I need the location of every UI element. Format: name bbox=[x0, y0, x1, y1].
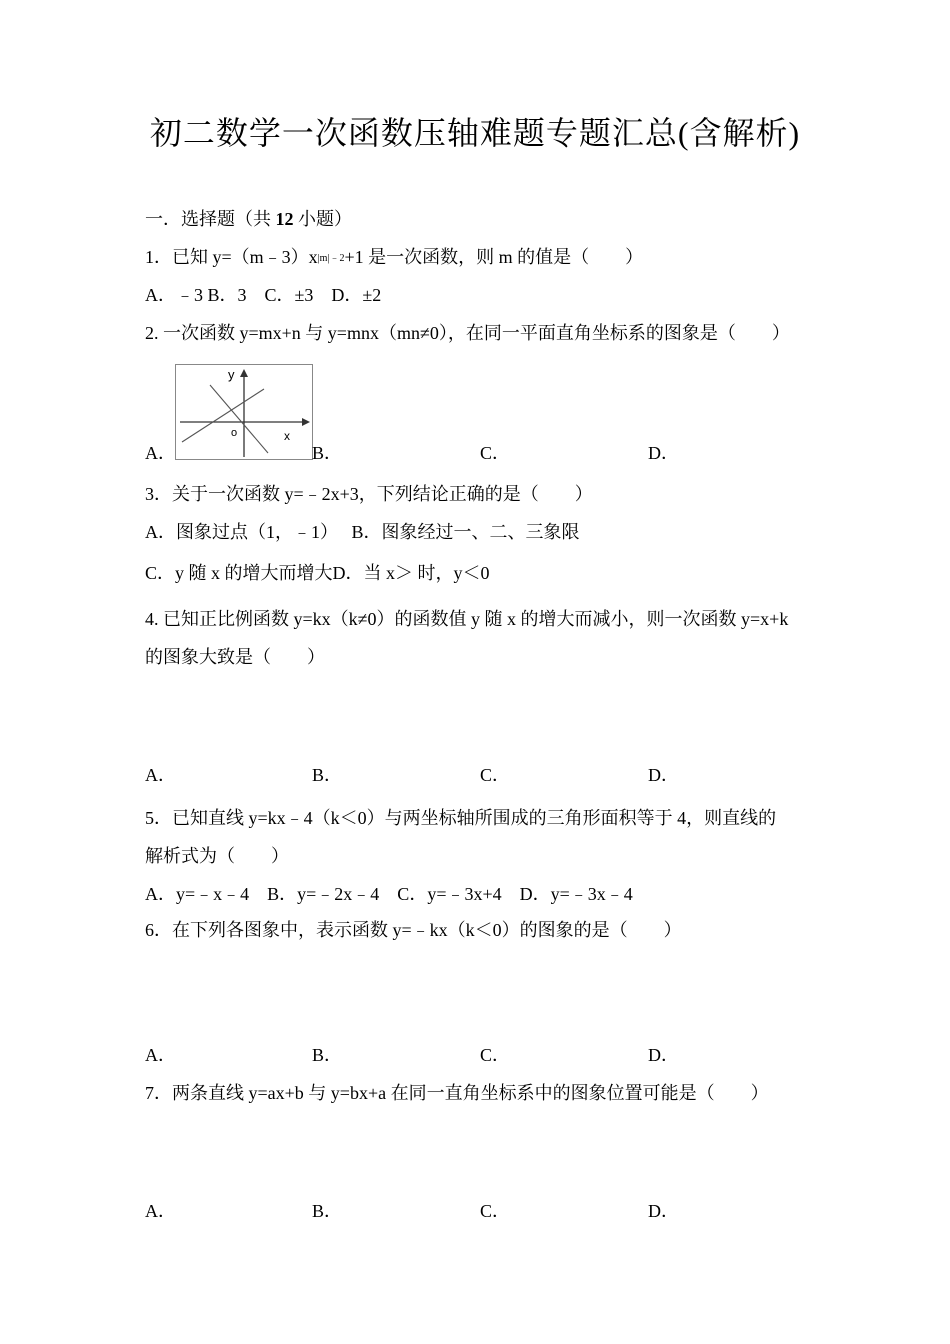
question-2: 2. 一次函数 y=mx+n 与 y=mnx（mn≠0），在同一平面直角坐标系的图象是（ ） bbox=[145, 323, 790, 343]
question-7: 7．两条直线 y=ax+b 与 y=bx+a 在同一直角坐标系中的图象位置可能是（ ） bbox=[145, 1083, 769, 1103]
page-title: 初二数学一次函数压轴难题专题汇总(含解析) bbox=[149, 115, 801, 151]
x-axis-label: x bbox=[284, 429, 290, 443]
q2-option-d: D． bbox=[648, 443, 679, 463]
q7-option-c: C． bbox=[480, 1201, 511, 1221]
q4-option-c: C． bbox=[480, 765, 511, 785]
q4-option-b: B． bbox=[312, 765, 343, 785]
q6-option-c: C． bbox=[480, 1045, 511, 1065]
question-3: 3．关于一次函数 y=﹣2x+3，下列结论正确的是（ ） bbox=[145, 484, 593, 504]
question-5-line2: 解析式为（ ） bbox=[145, 846, 289, 866]
q2-option-b: B． bbox=[312, 443, 343, 463]
y-axis-label: y bbox=[228, 367, 235, 382]
q2-option-a: A． bbox=[145, 443, 176, 463]
section-suffix: 小题） bbox=[293, 209, 352, 229]
origin-label: o bbox=[231, 427, 238, 439]
q6-option-b: B． bbox=[312, 1045, 343, 1065]
question-6: 6．在下列各图象中，表示函数 y=﹣kx（k＜0）的图象的是（ ） bbox=[145, 920, 682, 940]
coordinate-graph bbox=[176, 365, 312, 459]
q3-options-row2: C．y 随 x 的增大而增大D．当 x＞ 时，y＜0 bbox=[145, 563, 490, 583]
q5-options: A．y=﹣x﹣4 B．y=﹣2x﹣4 C．y=﹣3x+4 D．y=﹣3x﹣4 bbox=[145, 884, 633, 904]
section-prefix: 一．选择题（共 bbox=[145, 209, 276, 229]
section-header bbox=[145, 208, 352, 230]
q6-option-a: A． bbox=[145, 1045, 176, 1065]
x-axis-arrow bbox=[302, 418, 310, 426]
q7-option-d: D． bbox=[648, 1201, 679, 1221]
q1-stem-pre: 1．已知 y=（m﹣3）x bbox=[145, 247, 318, 267]
q1-options: A．﹣3 B．3 C．±3 D．±2 bbox=[145, 285, 382, 305]
q7-option-b: B． bbox=[312, 1201, 343, 1221]
q6-option-d: D． bbox=[648, 1045, 679, 1065]
q7-option-a: A． bbox=[145, 1201, 176, 1221]
q2-option-a-graph bbox=[175, 364, 313, 460]
graph-line-falling bbox=[210, 385, 268, 453]
q4-option-a: A． bbox=[145, 765, 176, 785]
y-axis-arrow bbox=[240, 369, 248, 377]
question-4-line2: 的图象大致是（ ） bbox=[145, 647, 325, 667]
section-count: 12 bbox=[275, 209, 294, 229]
question-4-line1: 4. 已知正比例函数 y=kx（k≠0）的函数值 y 随 x 的增大而减小，则一次函数 y=x+k bbox=[145, 609, 789, 629]
question-5-line1: 5．已知直线 y=kx﹣4（k＜0）与两坐标轴所围成的三角形面积等于 4，则直线的 bbox=[145, 808, 777, 828]
q1-stem-post: +1 是一次函数，则 m 的值是（ ） bbox=[344, 247, 644, 267]
q4-option-d: D． bbox=[648, 765, 679, 785]
q1-exponent: |m|﹣2 bbox=[317, 253, 345, 264]
q2-option-c: C． bbox=[480, 443, 511, 463]
q3-options-row1: A．图象过点（1，﹣1） B．图象经过一、二、三象限 bbox=[145, 522, 580, 542]
question-1 bbox=[145, 246, 643, 272]
